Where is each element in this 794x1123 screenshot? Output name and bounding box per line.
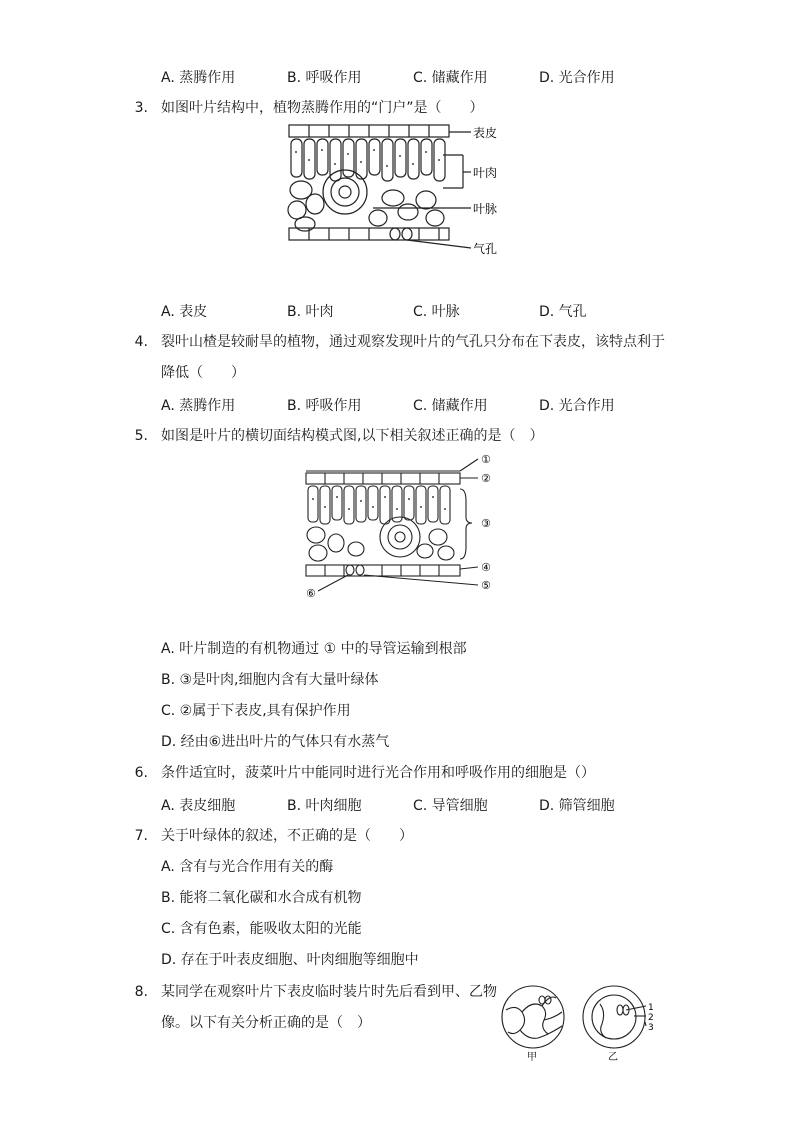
q6-option-b: B. 叶肉细胞 xyxy=(287,798,362,814)
q4-number: 4. xyxy=(134,334,148,350)
label-stoma: 气孔 xyxy=(473,242,498,256)
q2-option-d: D. 光合作用 xyxy=(539,70,615,86)
label-4: ④ xyxy=(481,561,491,574)
q7-option-d: D. 存在于叶表皮细胞、叶肉细胞等细胞中 xyxy=(161,952,419,968)
q7-option-b: B. 能将二氧化碳和水合成有机物 xyxy=(161,890,362,906)
q3-stem: 如图叶片结构中，植物蒸腾作用的“门户”是（ ） xyxy=(161,100,484,116)
leaf-transverse-section-figure xyxy=(300,451,500,599)
q8-stem-line1: 某同学在观察叶片下表皮临时装片时先后看到甲、乙物 xyxy=(161,984,497,1000)
q3-option-a: A. 表皮 xyxy=(161,304,208,320)
q4-stem-line2: 降低（ ） xyxy=(161,365,245,381)
q7-option-a: A. 含有与光合作用有关的酶 xyxy=(161,859,334,875)
q2-option-b: B. 呼吸作用 xyxy=(287,70,362,86)
q3-number: 3. xyxy=(134,100,148,116)
label-1: ① xyxy=(481,453,491,466)
label-n2: 2 xyxy=(648,1013,654,1023)
q6-option-d: D. 筛管细胞 xyxy=(539,798,615,814)
q5-option-d: D. 经由⑥进出叶片的气体只有水蒸气 xyxy=(161,734,390,750)
label-5: ⑤ xyxy=(481,579,491,592)
q4-option-a: A. 蒸腾作用 xyxy=(161,398,236,414)
q5-number: 5. xyxy=(134,428,148,444)
q8-stem-line2: 像。以下有关分析正确的是（ ） xyxy=(161,1015,371,1031)
q3-option-b: B. 叶肉 xyxy=(287,304,334,320)
label-mesophyll: 叶肉 xyxy=(473,166,498,180)
label-n1: 1 xyxy=(648,1003,654,1013)
label-n3: 3 xyxy=(648,1023,654,1033)
q7-stem: 关于叶绿体的叙述，不正确的是（ ） xyxy=(161,828,413,844)
microscope-views-figure xyxy=(498,982,668,1064)
q5-option-a: A. 叶片制造的有机物通过 ① 中的导管运输到根部 xyxy=(161,641,467,657)
label-epidermis: 表皮 xyxy=(473,126,498,140)
q7-number: 7. xyxy=(134,828,148,844)
label-jia: 甲 xyxy=(527,1052,537,1063)
q4-option-c: C. 储藏作用 xyxy=(413,398,488,414)
q6-option-c: C. 导管细胞 xyxy=(413,798,488,814)
label-6: ⑥ xyxy=(306,587,316,599)
label-vein: 叶脉 xyxy=(473,202,498,216)
label-3: ③ xyxy=(481,517,491,530)
q5-option-c: C. ②属于下表皮,具有保护作用 xyxy=(161,703,351,719)
q5-option-b: B. ③是叶肉,细胞内含有大量叶绿体 xyxy=(161,672,379,688)
label-yi: 乙 xyxy=(608,1052,618,1063)
q2-option-c: C. 储藏作用 xyxy=(413,70,488,86)
q6-number: 6. xyxy=(134,765,148,781)
q3-option-d: D. 气孔 xyxy=(539,304,587,320)
q2-option-a: A. 蒸腾作用 xyxy=(161,70,236,86)
q3-option-c: C. 叶脉 xyxy=(413,304,460,320)
q5-stem: 如图是叶片的横切面结构模式图,以下相关叙述正确的是（ ） xyxy=(161,428,544,444)
q7-option-c: C. 含有色素，能吸收太阳的光能 xyxy=(161,921,362,937)
label-2: ② xyxy=(481,472,491,485)
leaf-cross-section-figure xyxy=(283,120,523,265)
q8-number: 8. xyxy=(134,984,148,1000)
q6-stem: 条件适宜时，菠菜叶片中能同时进行光合作用和呼吸作用的细胞是（） xyxy=(161,765,595,781)
q4-option-b: B. 呼吸作用 xyxy=(287,398,362,414)
q4-stem-line1: 裂叶山楂是较耐旱的植物，通过观察发现叶片的气孔只分布在下表皮，该特点利于 xyxy=(161,334,665,350)
q6-option-a: A. 表皮细胞 xyxy=(161,798,236,814)
q4-option-d: D. 光合作用 xyxy=(539,398,615,414)
